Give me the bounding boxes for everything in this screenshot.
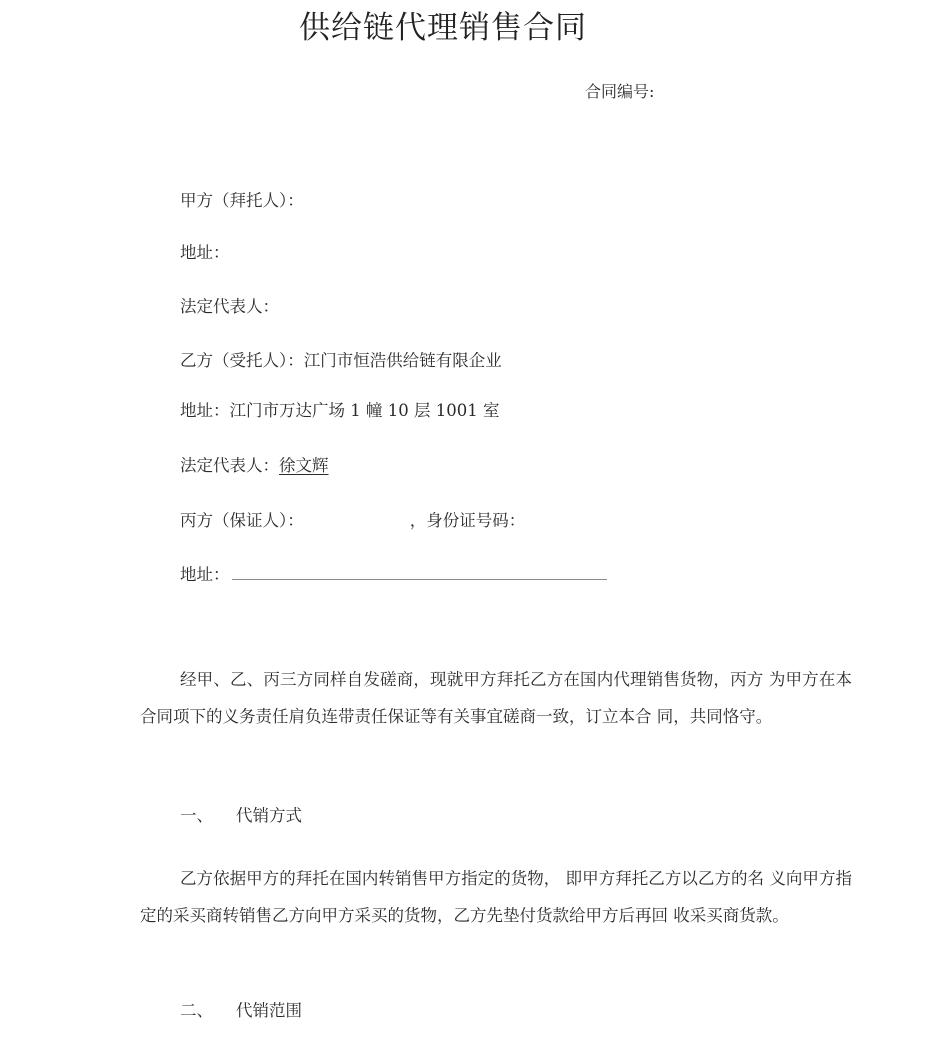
party-b-label: 乙方（受托人）：江门市恒浩供给链有限企业 [180, 351, 502, 370]
section-1-heading [180, 802, 302, 826]
section-1-paragraph: 乙方依据甲方的拜托在国内转销售甲方指定的货物， 即甲方拜托乙方以乙方的名 义向甲方指定的采买商转销售乙方向甲方采买的货物，乙方先垫付货款给甲方后再回 收采买商货款。 [140, 869, 852, 925]
contract-number-label: 合同编号: [585, 82, 655, 101]
party-c-id-label: ，身份证号码： [409, 511, 526, 530]
party-c-label: 丙方（保证人）： [180, 511, 304, 530]
party-b-address: 地址：江门市万达广场 1 幢 10 层 1001 室 [180, 401, 500, 420]
party-c-address-line [180, 561, 607, 585]
intro-paragraph: 经甲、乙、丙三方同样自发磋商，现就甲方拜托乙方在国内代理销售货物，丙方 为甲方在本合同项下的义务责任肩负连带责任保证等有关事宜磋商一致，订立本合 同，共同恪守。 [140, 670, 852, 726]
section-1-title: 代销方式 [236, 806, 302, 825]
party-c-address-blank [232, 563, 607, 580]
section-1-number: 一、 [180, 806, 213, 825]
party-c-address-label: 地址： [180, 565, 230, 584]
party-b-rep-name: 徐文辉 [279, 456, 329, 475]
document-title: 供给链代理销售合同 [299, 10, 587, 46]
party-b-rep-label: 法定代表人： [180, 456, 279, 475]
party-b-rep-line [180, 452, 329, 476]
section-2-title: 代销范围 [236, 1001, 302, 1020]
section-2-number: 二、 [180, 1001, 213, 1020]
party-a-address-label: 地址： [180, 243, 230, 262]
section-2-heading [180, 997, 302, 1021]
party-c-line [180, 507, 525, 531]
party-a-rep-label: 法定代表人： [180, 297, 279, 316]
party-a-label: 甲方（拜托人）： [180, 191, 304, 210]
